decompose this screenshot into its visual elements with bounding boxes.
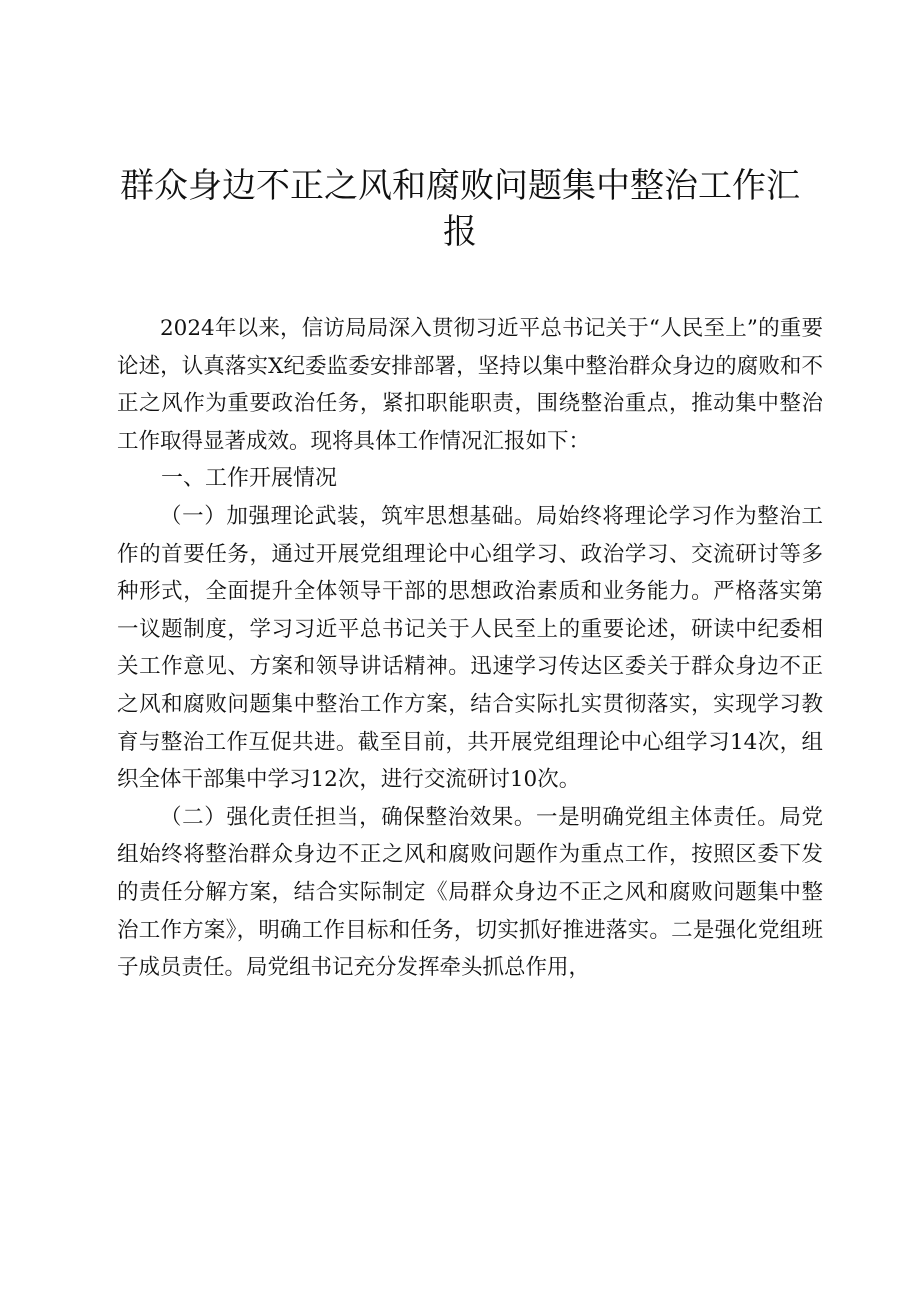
document-body (117, 310, 823, 987)
intro-paragraph: 2024年以来，信访局局深入贯彻习近平总书记关于“人民至上”的重要论述，认真落实X纪委监委安排部署，坚持以集中整治群众身边的腐败和不正之风作为重要政治任务，紧扣职能职责，围绕整治重点，推动集中整治工作取得显著成效。现将具体工作情况汇报如下： (117, 316, 823, 454)
paragraph-responsibility: （二）强化责任担当，确保整治效果。一是明确党组主体责任。局党组始终将整治群众身边不正之风和腐败问题作为重点工作，按照区委下发的责任分解方案，结合实际制定《局群众身边不正之风和腐败问题集中整治工作方案》，明确工作目标和任务，切实抓好推进落实。二是强化党组班子成员责任。局党组书记充分发挥牵头抓总作用， (117, 804, 823, 981)
document-title: 群众身边不正之风和腐败问题集中整治工作汇报 (120, 166, 800, 252)
section-heading-work-progress: 一、工作开展情况 (161, 466, 338, 492)
paragraph-theory-study: （一）加强理论武装，筑牢思想基础。局始终将理论学习作为整治工作的首要任务，通过开展党组理论中心组学习、政治学习、交流研讨等多种形式，全面提升全体领导干部的思想政治素质和业务能力。严格落实第一议题制度，学习习近平总书记关于人民至上的重要论述，研读中纪委相关工作意见、方案和领导讲话精神。迅速学习传达区委关于群众身边不正之风和腐败问题集中整治工作方案，结合实际扎实贯彻落实，实现学习教育与整治工作互促共进。截至目前，共开展党组理论中心组学习14次，组织全体干部集中学习12次，进行交流研讨10次。 (117, 503, 823, 793)
